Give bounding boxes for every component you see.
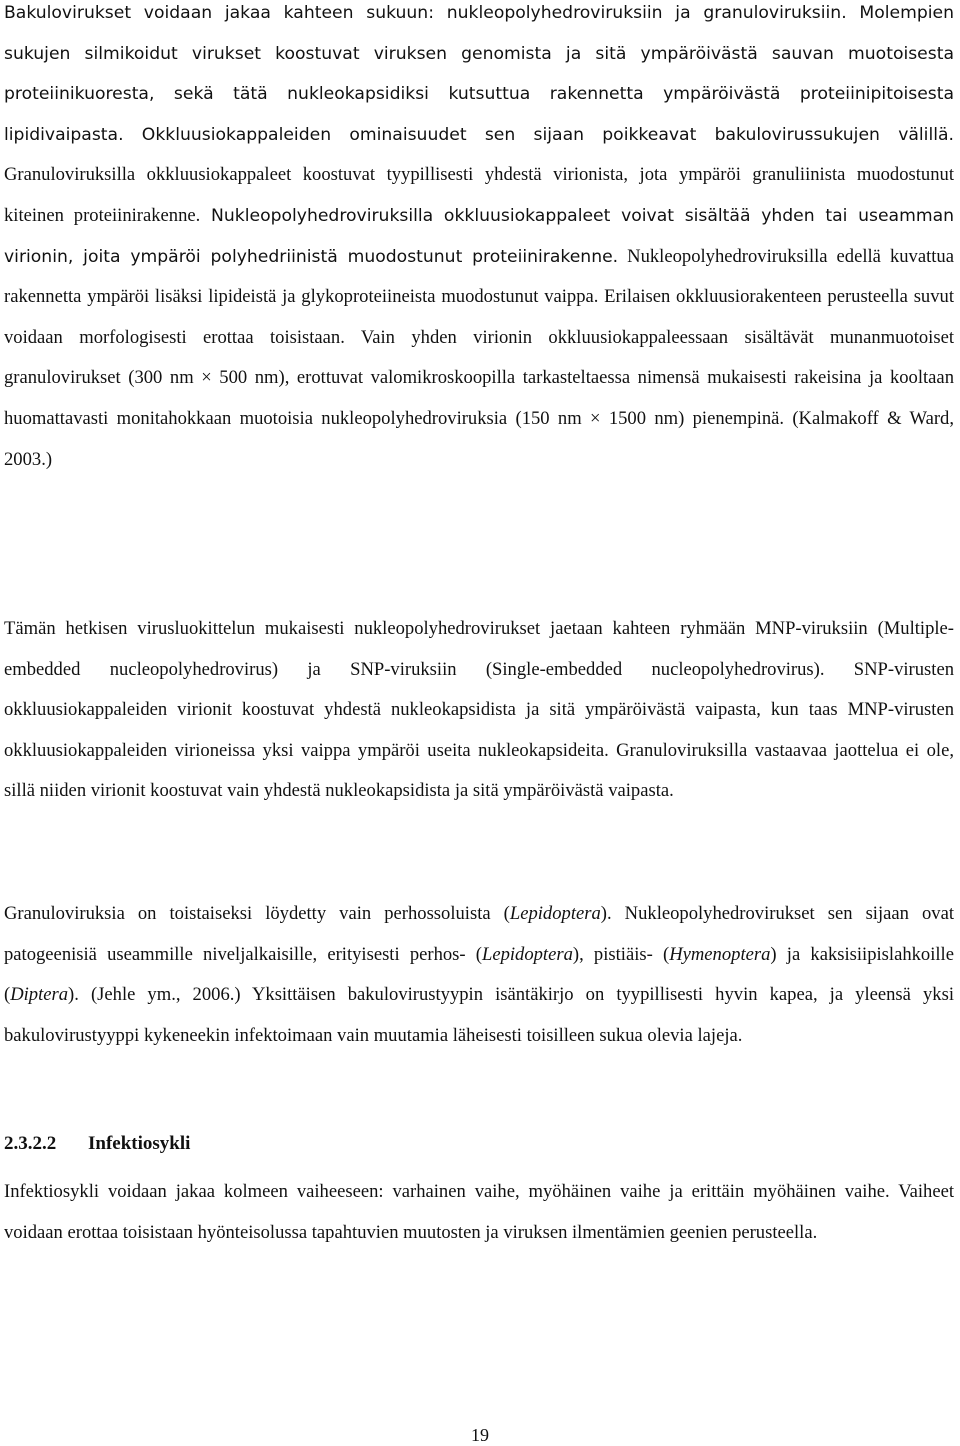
section-number: 2.3.2.2: [4, 1133, 57, 1154]
section-title: Infektiosykli: [88, 1133, 191, 1154]
paragraph-mnp-snp-classification: Tämän hetkisen virusluokittelun mukaisesti nukleopolyhedrovirukset jaetaan kahteen ryhmään MNP-viruksiin (Multiple-embedded nucleopolyhedrovirus) ja SNP-viruksiin (Single-embedded nucleopolyhedrovirus). SNP-virusten okkluusiokappaleiden virionit koostuvat yhdestä nukleokapsidista ja sitä ympäröivästä vaipasta, kun taas MNP-virusten okkluusiokappaleiden virioneissa yksi vaippa ympäröi useita nukleokapsideita. Granuloviruksilla vastaavaa jaottelua ei ole, sillä niiden virionit koostuvat vain yhdestä nukleokapsidista ja sitä ympäröivästä vaipasta.: [4, 618, 954, 802]
taxon-name: Diptera: [10, 984, 69, 1006]
text-run: Nukleopolyhedroviruksilla okkluusiokappaleet voivat sisältää yhden tai useamman virionin, joita ympäröi polyhedriinistä muodostunut proteiinirakenne.: [4, 205, 954, 267]
paragraph-host-range: [4, 894, 954, 1056]
text-run: ), pistiäis- (: [572, 943, 670, 965]
paragraph-infection-cycle: Infektiosykli voidaan jakaa kolmeen vaiheeseen: varhainen vaihe, myöhäinen vaihe ja erittäin myöhäinen vaihe. Vaiheet voidaan erottaa toisistaan hyönteisolussa tapahtuvien muutosten ja viruksen ilmentämien geenien perusteella.: [4, 1181, 954, 1243]
text-run: ). Nukleopolyhedrovirukset sen sijaan ovat patogeenisiä useammille niveljalkaisille, erityisesti perhos- (: [4, 903, 955, 965]
text-run: ) ja kaksisiipislahkoille (: [4, 943, 954, 1006]
text-run: Nukleopolyhedroviruksilla edellä kuvattua rakennetta ympäröi lisäksi lipideistä ja glykoproteiineista muodostunut vaippa.: [4, 245, 954, 308]
page-number: 19: [471, 1425, 489, 1445]
text-run: Granuloviruksilla okkluusiokappaleet koostuvat tyypillisesti yhdestä virionista, jota ympäröi granuliinista muodostunut kiteinen proteiinirakenne.: [4, 164, 954, 226]
text-run: Erilaisen okkluusiorakenteen perusteella suvut voidaan morfologisesti erottaa toisistaan. Vain yhden virionin okkluusiokappaleessaan sisältävät munanmuotoiset granulovirukset (300 nm × 500 nm), erottuvat valomikroskoopilla tarkasteltaessa nimensä mukaisesti rakeisina ja kooltaan huomattavasti monitahokkaan muotoisia nukleopolyhedroviruksia (150 nm × 1500 nm) pienempinä. (Kalmakoff & Ward, 2003.): [4, 286, 954, 470]
taxon-name: Lepidoptera: [481, 943, 573, 965]
taxon-name: Lepidoptera: [509, 903, 601, 924]
taxon-name: Hymenoptera: [669, 943, 771, 965]
text-run: ). (Jehle ym., 2006.) Yksittäisen bakulovirustyypin isäntäkirjo on tyypillisesti hyvin kapea, ja yleensä yksi bakulovirustyyppi kykeneekin infektoimaan vain muutamia läheisesti toisilleen sukua olevia lajeja.: [4, 984, 954, 1046]
text-run: Granuloviruksia on toistaiseksi löydetty vain perhossoluista (: [4, 903, 510, 924]
section-heading: [4, 1126, 190, 1162]
text-run: Bakulovirukset voidaan jakaa kahteen sukuun: nukleopolyhedroviruksiin ja granuloviruksiin. Molempien sukujen silmikoidut virukset koostuvat viruksen genomista ja sitä ympäröivästä sauvan muotoisesta proteiinikuoresta, sekä tätä nukleokapsidiksi kutsuttua rakennetta ympäröivästä proteiinipitoisesta lipidivaipasta. Okkluusiokappaleiden ominaisuudet sen sijaan poikkeavat bakulovirussukujen välillä.: [4, 3, 954, 145]
paragraph-bakulovirus-morphology: [4, 0, 954, 480]
